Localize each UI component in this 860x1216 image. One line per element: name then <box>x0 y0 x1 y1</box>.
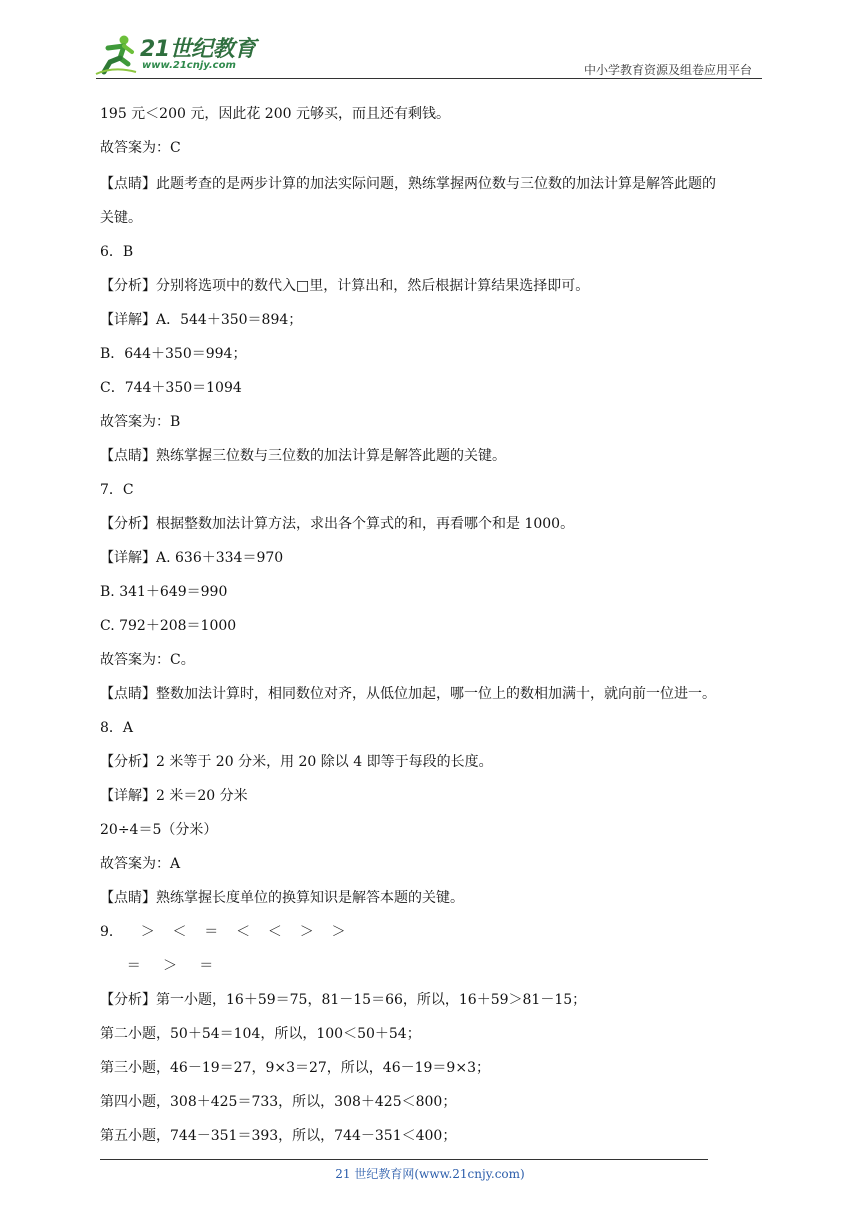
text-line: 【点睛】此题考查的是两步计算的加法实际问题，熟练掌握两位数与三位数的加法计算是解答此题的 <box>100 176 716 192</box>
text-line: 【点睛】整数加法计算时，相同数位对齐，从低位加起，哪一位上的数相加满十，就向前一位进一。 <box>100 686 716 702</box>
text-line: 7．C <box>100 482 134 498</box>
text-line: 第三小题，46－19＝27，9×3＝27，所以，46－19＝9×3； <box>100 1060 490 1076</box>
page-header <box>0 0 860 90</box>
text-line: 故答案为：B <box>100 414 181 430</box>
platform-name: 中小学教育资源及组卷应用平台 <box>584 63 753 77</box>
logo <box>94 30 264 80</box>
text-line: 【详解】A. 636＋334＝970 <box>100 550 284 566</box>
text-line: 195 元＜200 元，因此花 200 元够买，而且还有剩钱。 <box>100 106 450 122</box>
text-line: ＝ ＞ ＝ <box>100 958 214 974</box>
text-line: 第四小题，308＋425＝733，所以，308＋425＜800； <box>100 1094 457 1110</box>
text-line: 【详解】A．544＋350＝894； <box>100 312 303 328</box>
text-line: 【点睛】熟练掌握三位数与三位数的加法计算是解答此题的关键。 <box>100 448 506 464</box>
text-line: 【详解】2 米＝20 分米 <box>100 788 248 804</box>
logo-title: 21世纪教育 <box>140 37 256 62</box>
text-line: 故答案为：C <box>100 140 181 156</box>
text-line: B. 341＋649＝990 <box>100 584 228 600</box>
text-line: 故答案为：A <box>100 856 181 872</box>
text-line: 关键。 <box>100 210 142 226</box>
text-line: 8．A <box>100 720 134 736</box>
text-line: B．644＋350＝994； <box>100 346 247 362</box>
text-line: C. 792＋208＝1000 <box>100 618 237 634</box>
text-line: 【分析】根据整数加法计算方法，求出各个算式的和，再看哪个和是 1000。 <box>100 516 575 532</box>
footer-divider <box>100 1159 708 1160</box>
text-line: 【分析】2 米等于 20 分米，用 20 除以 4 即等于每段的长度。 <box>100 754 493 770</box>
text-line: 故答案为：C。 <box>100 652 195 668</box>
text-line: 20÷4＝5（分米） <box>100 822 218 838</box>
runner-logo-icon <box>94 34 138 76</box>
text-line: 【分析】分别将选项中的数代入□里，计算出和，然后根据计算结果选择即可。 <box>100 278 590 294</box>
header-divider <box>96 78 762 79</box>
text-line: 9． ＞ ＜ ＝ ＜ ＜ ＞ ＞ <box>100 924 346 940</box>
text-line: 第二小题，50＋54＝104，所以，100＜50＋54； <box>100 1026 421 1042</box>
logo-url: www.21cnjy.com <box>142 60 236 71</box>
text-line: 第五小题，744－351＝393，所以，744－351＜400； <box>100 1128 457 1144</box>
text-line: 【分析】第一小题，16＋59＝75，81－15＝66，所以，16＋59＞81－15； <box>100 992 587 1008</box>
text-line: C．744＋350＝1094 <box>100 380 242 396</box>
footer-text: 21 世纪教育网(www.21cnjy.com) <box>335 1167 525 1181</box>
text-line: 6．B <box>100 244 134 260</box>
text-line: 【点睛】熟练掌握长度单位的换算知识是解答本题的关键。 <box>100 890 464 906</box>
